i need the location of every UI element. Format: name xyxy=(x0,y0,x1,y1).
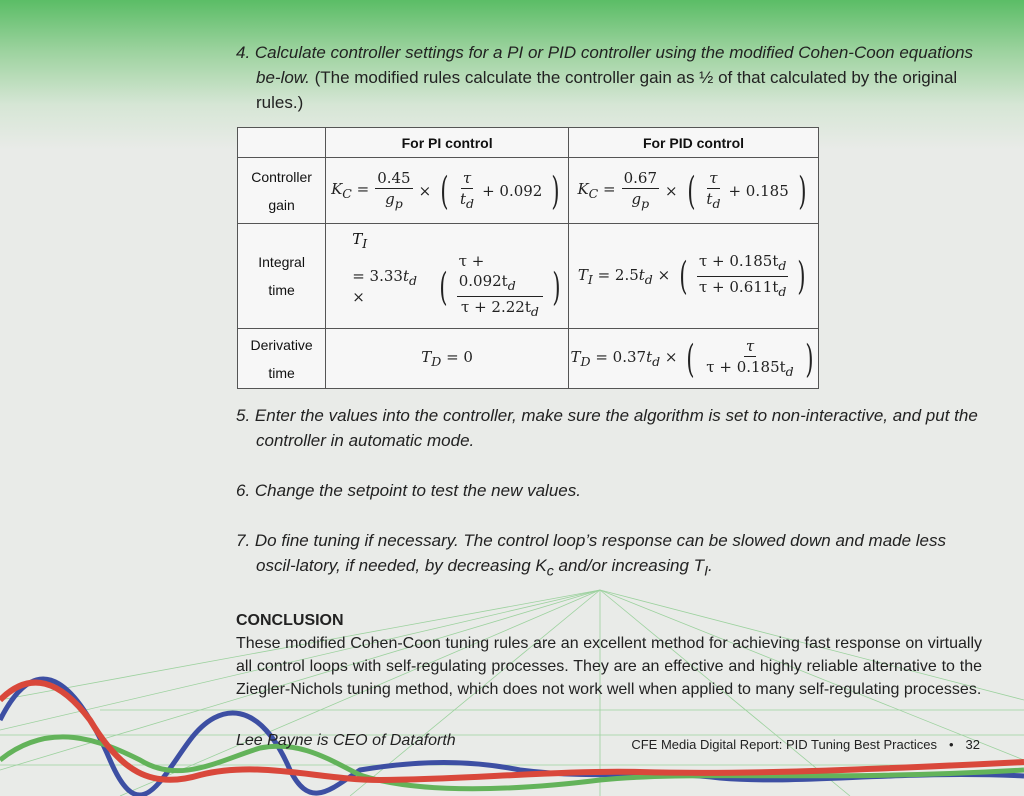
table-corner xyxy=(238,128,326,158)
step-6: 6. Change the setpoint to test the new values. xyxy=(236,481,581,500)
step-5: 5. Enter the values into the controller, make sure the algorithm is set to non-interactive, and put the controller in automatic mode. xyxy=(236,406,978,450)
conclusion-body: These modified Cohen-Coon tuning rules are an excellent method for achieving fast response on virtually all control loops with self-regulating processes. They are an effective and highly reliable alternative to the Ziegler-Nichols tuning method, which does not work well when applied to many self-regulating processes. xyxy=(236,635,982,699)
row-label-integral-time: Integral time xyxy=(238,224,326,329)
header-pi: For PI control xyxy=(326,128,569,158)
footer-report-title: CFE Media Digital Report: PID Tuning Best Practices xyxy=(631,737,937,752)
page-number: 32 xyxy=(965,737,980,752)
row-label-controller-gain: Controller gain xyxy=(238,158,326,224)
header-pid: For PID control xyxy=(569,128,819,158)
page-content xyxy=(236,40,982,750)
pid-controller-gain-formula: $K_C$ = $\frac{0.67}{g_p}$ × ( $\frac{\tau}{t_d}$ + 0.185 ) xyxy=(569,158,819,224)
step-4: 4. Calculate controller settings for a PI or PID controller using the modified Cohen-Coon equations be-low. (The modified rules calculate the controller gain as ½ of that calculated by the original rules.) xyxy=(236,43,974,112)
conclusion-heading: CONCLUSION xyxy=(236,612,344,630)
row-label-derivative-time: Derivative time xyxy=(238,329,326,389)
pid-derivative-time-formula: $T_D = 0.37t_d$ × ( $\frac{\tau}{\tau + 0.185t_d}$ ) xyxy=(569,329,819,389)
step-7: 7. Do fine tuning if necessary. The control loop’s response can be slowed down and made less oscil-latory, if needed, by decreasing $K_c$ and/or increasing $T_I$. xyxy=(236,531,947,580)
cohen-coon-table xyxy=(237,127,819,389)
pi-derivative-time-formula: $T_D = 0$ xyxy=(326,329,569,389)
author-line: Lee Payne is CEO of Dataforth xyxy=(236,732,456,750)
footer-bullet: • xyxy=(948,737,954,752)
pid-integral-time-formula: $T_I = 2.5t_d$ × ( $\frac{\tau + 0.185t_d}{\tau + 0.611t_d}$ ) xyxy=(569,224,819,329)
pi-controller-gain-formula: $K_C$ = $\frac{0.45}{g_p}$ × ( $\frac{\tau}{t_d}$ + 0.092 ) xyxy=(326,158,569,224)
pi-integral-time-formula: $T_I$ = $3.33t_d$ × ( $\frac{\tau + 0.092t_d}{\tau + 2.22t_d}$ ) xyxy=(326,224,569,329)
page-footer xyxy=(631,737,980,752)
